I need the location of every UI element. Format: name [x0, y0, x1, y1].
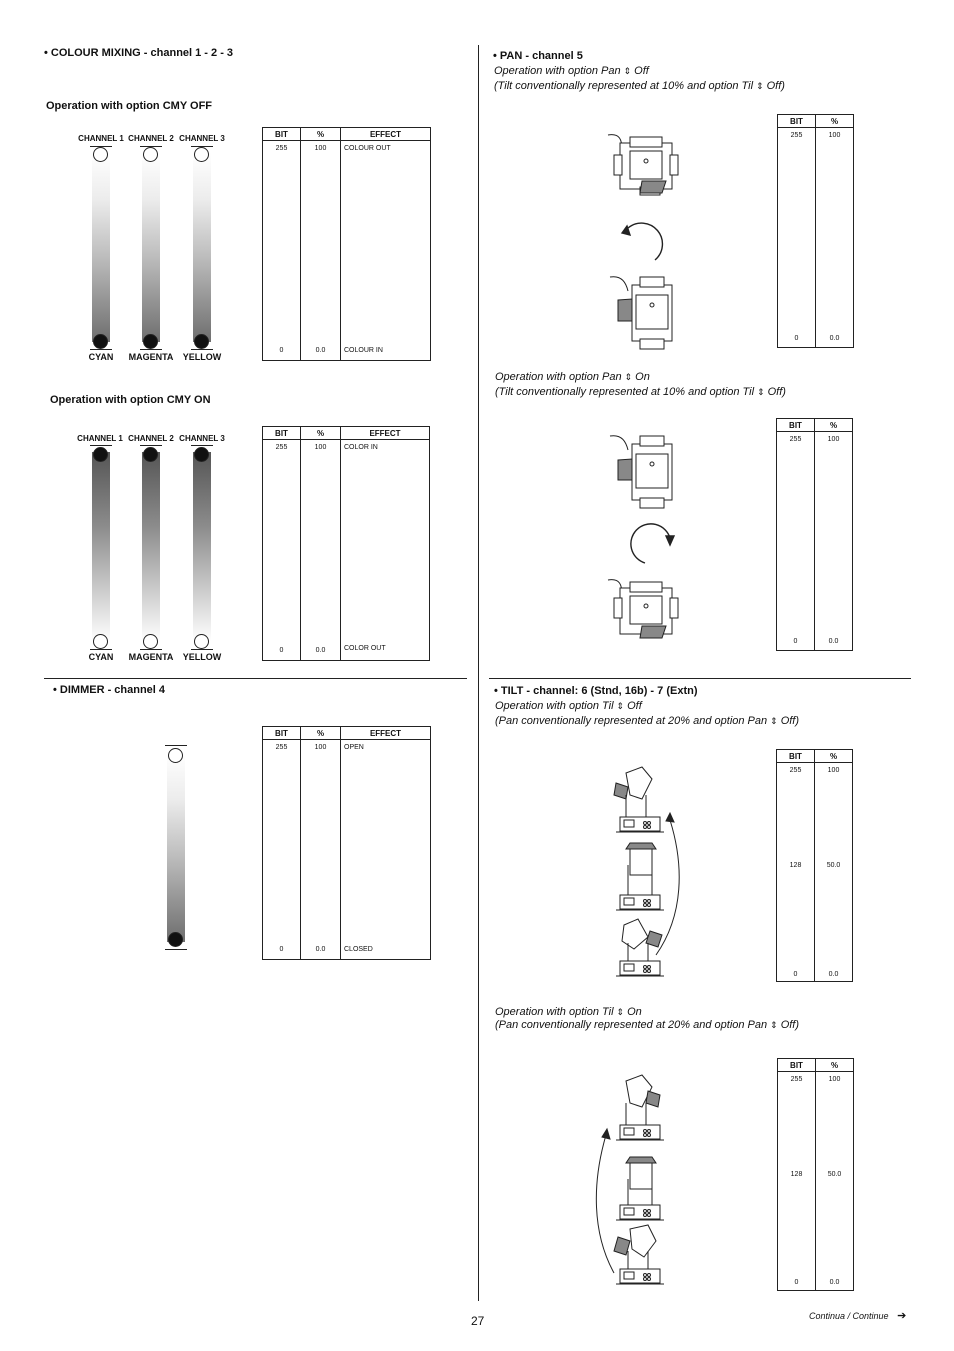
pan-on-illustration: [600, 430, 690, 645]
percent-value-bottom: 0.0: [829, 1279, 840, 1286]
cmy-off-magenta-label: MAGENTA: [128, 352, 174, 362]
cmy-on-magenta-label: MAGENTA: [128, 652, 174, 662]
cmy-off-yellow-label: YELLOW: [182, 352, 222, 362]
bit-header: BIT: [778, 115, 816, 128]
dimmer-heading: • DIMMER - channel 4: [53, 684, 166, 696]
arrow-right-icon: ➔: [897, 1310, 907, 1322]
pan-on-option-line: Operation with option Pan ⇕ On: [495, 371, 650, 383]
bit-value-mid: 128: [790, 1171, 803, 1178]
updown-icon: ⇕: [770, 716, 778, 726]
tilt-on-table: [777, 1058, 854, 1291]
cmy-off-slider-3-top-marker: [194, 147, 209, 162]
bit-value-top: 255: [789, 436, 802, 443]
cmy-on-table: [262, 426, 430, 661]
updown-icon: ⇕: [757, 387, 765, 397]
percent-value-bottom: 0.0: [315, 946, 326, 953]
cmy-on-slider-2-bottom-marker: [143, 634, 158, 649]
right-section-divider: [489, 678, 911, 679]
bit-value-bottom: 0: [793, 971, 798, 978]
bit-value-top: 255: [790, 1076, 803, 1083]
cmy-off-channel-1-label: CHANNEL 1: [78, 134, 124, 143]
percent-header: %: [301, 727, 341, 740]
colour-mixing-heading: • COLOUR MIXING - channel 1 - 2 - 3: [44, 47, 234, 59]
bit-header: BIT: [777, 419, 815, 432]
page-number: 27: [471, 1314, 485, 1328]
bit-value-top: 255: [275, 145, 288, 152]
effect-value-top: COLOR IN: [344, 444, 378, 451]
dimmer-slider-top-marker: [168, 748, 183, 763]
tilt-off-option-line: Operation with option Til ⇕ Off: [495, 700, 642, 712]
percent-header: %: [816, 115, 854, 128]
cmy-off-channel-3-label: CHANNEL 3: [179, 134, 225, 143]
pan-off-option-line: Operation with option Pan ⇕ Off: [494, 65, 649, 77]
percent-value-bottom: 0.0: [315, 647, 326, 654]
cmy-on-slider-3-bottom-marker: [194, 634, 209, 649]
percent-header: %: [301, 128, 341, 141]
percent-value-bottom: 0.0: [315, 347, 326, 354]
cmy-off-slider-1-top-marker: [93, 147, 108, 162]
bit-value-top: 255: [275, 444, 288, 451]
pan-off-table: [777, 114, 854, 348]
tilt-heading: • TILT - channel: 6 (Stnd, 16b) - 7 (Extn): [494, 685, 698, 697]
percent-value-top: 100: [827, 436, 840, 443]
cmy-on-yellow-label: YELLOW: [182, 652, 222, 662]
cmy-on-slider-2-top-marker: [143, 447, 158, 462]
percent-value-mid: 50.0: [827, 1171, 842, 1178]
bit-header: BIT: [778, 1059, 816, 1072]
tilt-off-table: [776, 749, 853, 982]
cmy-on-channel-1-label: CHANNEL 1: [77, 434, 123, 443]
cmy-off-cyan-label: CYAN: [88, 352, 114, 362]
cmy-off-slider-2-top-marker: [143, 147, 158, 162]
moving-head-side-view-tilted-forward: [614, 1225, 664, 1284]
effect-value-bottom: COLOR OUT: [344, 645, 386, 652]
bit-header: BIT: [777, 750, 815, 763]
percent-value-bottom: 0.0: [828, 638, 839, 645]
updown-icon: ⇕: [624, 372, 633, 382]
updown-icon: ⇕: [770, 1020, 778, 1030]
dimmer-slider-bottom-marker: [168, 932, 183, 947]
tilt-on-note-line: (Pan conventionally represented at 20% and option Pan ⇕ Off): [495, 1019, 800, 1031]
pan-heading: • PAN - channel 5: [493, 50, 583, 62]
percent-value-bottom: 0.0: [828, 971, 839, 978]
percent-header: %: [816, 1059, 854, 1072]
moving-head-top-view-end: [608, 580, 678, 638]
cmy-off-channel-2-label: CHANNEL 2: [128, 134, 174, 143]
cmy-on-channel-2-label: CHANNEL 2: [128, 434, 174, 443]
moving-head-side-view-upright: [616, 843, 664, 910]
cmy-off-slider-3-bottom-marker: [194, 334, 209, 349]
percent-value-top: 100: [314, 744, 327, 751]
updown-icon: ⇕: [616, 701, 625, 711]
left-section-divider: [44, 678, 467, 679]
effect-header: EFFECT: [341, 427, 430, 440]
percent-header: %: [301, 427, 341, 440]
bit-value-bottom: 0: [794, 1279, 799, 1286]
cmy-off-slider-2-bottom-marker: [143, 334, 158, 349]
cmy-off-table: [262, 127, 431, 361]
bit-header: BIT: [263, 128, 301, 141]
updown-icon: ⇕: [756, 81, 764, 91]
effect-header: EFFECT: [341, 727, 431, 740]
bit-value-top: 255: [275, 744, 288, 751]
cmy-on-subheading: Operation with option CMY ON: [50, 394, 211, 406]
updown-icon: ⇕: [616, 1007, 625, 1017]
bit-value-top: 255: [790, 132, 803, 139]
tilt-arc-arrow-up: [596, 1129, 614, 1273]
percent-value-bottom: 0.0: [829, 335, 840, 342]
percent-header: %: [815, 750, 853, 763]
dimmer-table: [262, 726, 431, 960]
updown-icon: ⇕: [623, 66, 632, 76]
cmy-off-slider-1-bottom-marker: [93, 334, 108, 349]
bit-value-bottom: 0: [279, 946, 284, 953]
bit-value-bottom: 0: [279, 347, 284, 354]
moving-head-side-view-tilted-forward: [616, 919, 664, 976]
percent-value-mid: 50.0: [826, 862, 841, 869]
percent-header: %: [815, 419, 853, 432]
moving-head-side-view-upright: [616, 1157, 664, 1220]
pan-on-table: [776, 418, 853, 651]
effect-value-top: OPEN: [344, 744, 364, 751]
cmy-on-slider-3-top-marker: [194, 447, 209, 462]
rotation-arrow-counterclockwise: [622, 223, 662, 260]
moving-head-top-view-start: [610, 436, 672, 508]
moving-head-top-view-end: [610, 277, 672, 349]
rotation-arrow-clockwise: [631, 524, 674, 563]
effect-header: EFFECT: [341, 128, 431, 141]
tilt-on-illustration: [592, 1073, 672, 1288]
bit-value-bottom: 0: [794, 335, 799, 342]
cmy-off-subheading: Operation with option CMY OFF: [46, 100, 213, 112]
continue-note: Continua / Continue ➔: [809, 1310, 907, 1322]
bit-value-mid: 128: [789, 862, 802, 869]
percent-value-top: 100: [828, 1076, 841, 1083]
tilt-off-illustration: [612, 765, 692, 980]
effect-value-top: COLOUR OUT: [344, 145, 391, 152]
moving-head-top-view-start: [608, 135, 678, 195]
bit-value-bottom: 0: [793, 638, 798, 645]
percent-value-top: 100: [314, 145, 327, 152]
cmy-on-slider-1-top-marker: [93, 447, 108, 462]
effect-value-bottom: CLOSED: [344, 946, 373, 953]
percent-value-top: 100: [314, 444, 327, 451]
pan-off-note-line: (Tilt conventionally represented at 10% and option Til ⇕ Off): [494, 80, 785, 92]
cmy-on-channel-3-label: CHANNEL 3: [179, 434, 225, 443]
center-divider: [478, 45, 479, 1301]
pan-on-note-line: (Tilt conventionally represented at 10% and option Til ⇕ Off): [495, 386, 786, 398]
percent-value-top: 100: [827, 767, 840, 774]
bit-header: BIT: [263, 727, 301, 740]
effect-value-bottom: COLOUR IN: [344, 347, 383, 354]
tilt-off-note-line: (Pan conventionally represented at 20% and option Pan ⇕ Off): [495, 715, 800, 727]
bit-value-bottom: 0: [279, 647, 284, 654]
moving-head-side-view-tilted-back: [616, 1075, 664, 1140]
pan-off-illustration: [600, 125, 690, 350]
bit-value-top: 255: [789, 767, 802, 774]
tilt-on-option-line: Operation with option Til ⇕ On: [495, 1006, 642, 1018]
cmy-on-cyan-label: CYAN: [88, 652, 114, 662]
cmy-on-slider-1-bottom-marker: [93, 634, 108, 649]
percent-value-top: 100: [828, 132, 841, 139]
moving-head-side-view-tilted-back: [614, 767, 664, 832]
bit-header: BIT: [263, 427, 301, 440]
